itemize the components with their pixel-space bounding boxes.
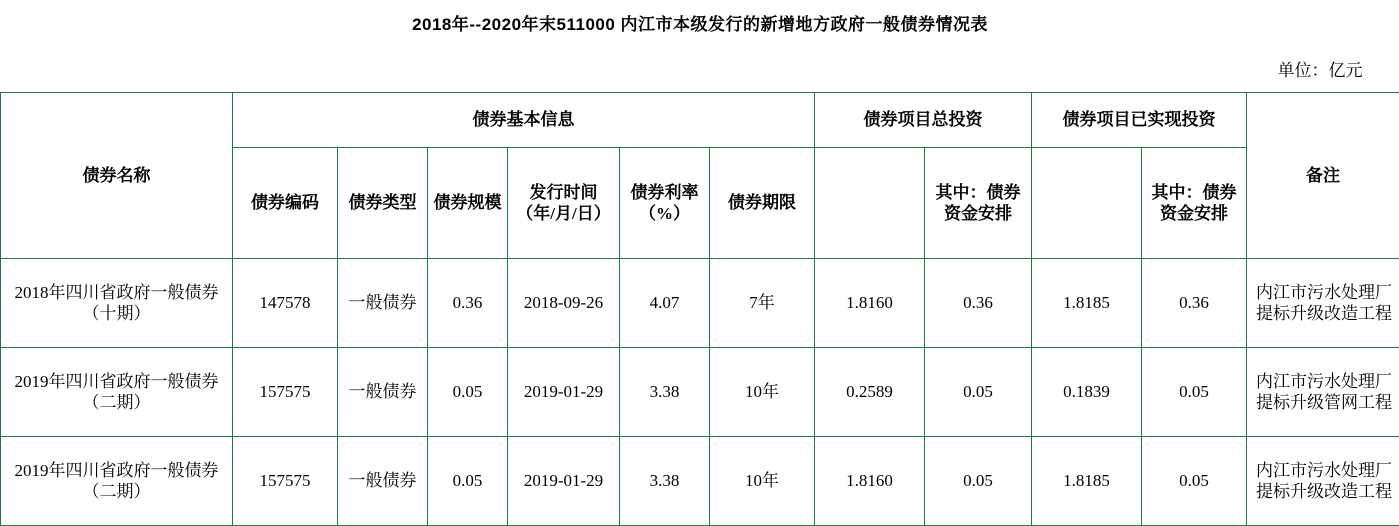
spacer-cell: [1032, 50, 1142, 93]
column-header-remark: 备注: [1247, 93, 1399, 259]
cell-bond-scale: 0.36: [428, 259, 508, 348]
cell-term: 10年: [710, 348, 815, 437]
table-row: [1, 348, 1399, 437]
cell-bond-scale: 0.05: [428, 348, 508, 437]
cell-term: 7年: [710, 259, 815, 348]
cell-remark: 内江市污水处理厂提标升级管网工程: [1247, 348, 1399, 437]
cell-bond-type: 一般债券: [338, 437, 428, 526]
cell-bond-type: 一般债券: [338, 348, 428, 437]
cell-bond-code: 157575: [233, 348, 338, 437]
spacer-cell: [710, 50, 815, 93]
spacer-cell: [925, 50, 1032, 93]
cell-interest-rate: 3.38: [620, 348, 710, 437]
cell-issue-date: 2018-09-26: [508, 259, 620, 348]
cell-total-of-which: 0.36: [925, 259, 1032, 348]
column-header-bond-scale: 债券规模: [428, 148, 508, 259]
cell-bond-name: 2019年四川省政府一般债券（二期）: [1, 437, 233, 526]
spacer-cell: [508, 50, 620, 93]
column-header-realized-of-which: 其中：债券资金安排: [1142, 148, 1247, 259]
cell-issue-date: 2019-01-29: [508, 348, 620, 437]
table-row: [1, 437, 1399, 526]
cell-issue-date: 2019-01-29: [508, 437, 620, 526]
column-header-issue-date: 发行时间（年/月/日）: [508, 148, 620, 259]
cell-realized-investment: 1.8185: [1032, 259, 1142, 348]
cell-realized-of-which: 0.36: [1142, 259, 1247, 348]
title-row: [1, 0, 1399, 50]
spacer-cell: [1, 50, 233, 93]
group-header-basic-info: 债券基本信息: [233, 93, 815, 148]
cell-interest-rate: 3.38: [620, 437, 710, 526]
cell-bond-name: 2018年四川省政府一般债券（十期）: [1, 259, 233, 348]
column-header-bond-type: 债券类型: [338, 148, 428, 259]
page-title: 2018年--2020年末511000 内江市本级发行的新增地方政府一般债券情况表: [1, 0, 1399, 50]
column-header-term: 债券期限: [710, 148, 815, 259]
group-header-total-investment: 债券项目总投资: [815, 93, 1032, 148]
cell-bond-name: 2019年四川省政府一般债券（二期）: [1, 348, 233, 437]
column-header-total-of-which: 其中：债券资金安排: [925, 148, 1032, 259]
group-header-realized-investment: 债券项目已实现投资: [1032, 93, 1247, 148]
spacer-cell: [815, 50, 925, 93]
cell-bond-scale: 0.05: [428, 437, 508, 526]
cell-realized-investment: 1.8185: [1032, 437, 1142, 526]
column-header-interest-rate: 债券利率（%）: [620, 148, 710, 259]
column-header-bond-name: 债券名称: [1, 93, 233, 259]
cell-bond-type: 一般债券: [338, 259, 428, 348]
spacer-cell: [428, 50, 508, 93]
group-header-row: [1, 93, 1399, 148]
cell-total-investment: 1.8160: [815, 437, 925, 526]
column-header-total-investment-amount: [815, 148, 925, 259]
column-header-bond-code: 债券编码: [233, 148, 338, 259]
cell-term: 10年: [710, 437, 815, 526]
spacer-cell: [620, 50, 710, 93]
table-row: [1, 259, 1399, 348]
spacer-cell: [1142, 50, 1247, 93]
spacer-cell: [338, 50, 428, 93]
cell-realized-of-which: 0.05: [1142, 348, 1247, 437]
cell-total-of-which: 0.05: [925, 348, 1032, 437]
cell-total-investment: 1.8160: [815, 259, 925, 348]
cell-interest-rate: 4.07: [620, 259, 710, 348]
cell-total-investment: 0.2589: [815, 348, 925, 437]
spacer-cell: [233, 50, 338, 93]
unit-label: 单位：亿元: [1247, 50, 1399, 93]
cell-bond-code: 147578: [233, 259, 338, 348]
cell-total-of-which: 0.05: [925, 437, 1032, 526]
cell-realized-investment: 0.1839: [1032, 348, 1142, 437]
cell-remark: 内江市污水处理厂提标升级改造工程: [1247, 259, 1399, 348]
cell-realized-of-which: 0.05: [1142, 437, 1247, 526]
unit-row: [1, 50, 1399, 93]
column-header-realized-investment-amount: [1032, 148, 1142, 259]
cell-remark: 内江市污水处理厂提标升级改造工程: [1247, 437, 1399, 526]
cell-bond-code: 157575: [233, 437, 338, 526]
